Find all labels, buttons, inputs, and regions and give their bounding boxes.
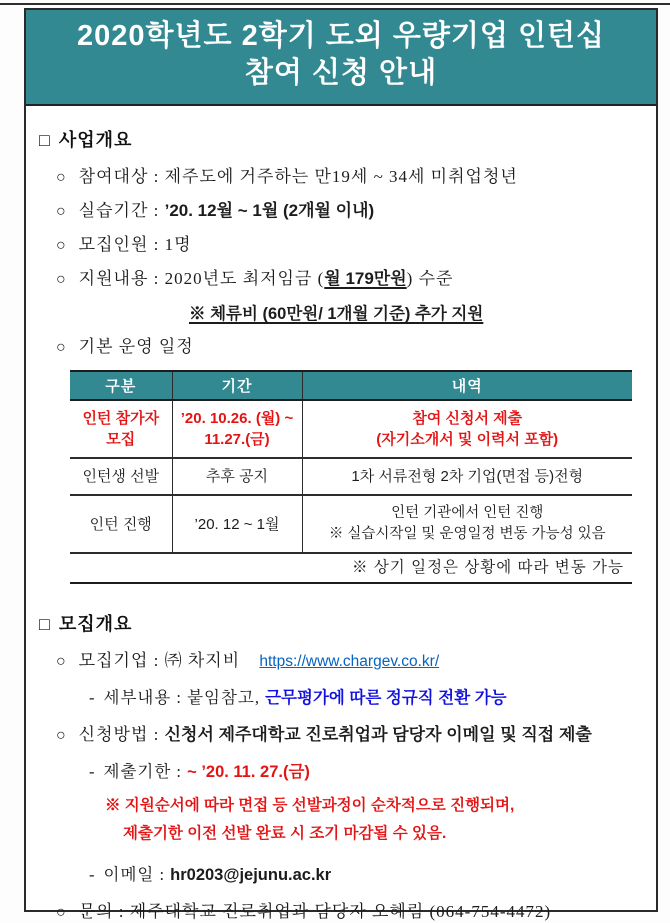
circle-bullet-icon: ○ — [56, 904, 67, 921]
period-value: ’20. 12월 ~ 1월 (2개월 이내) — [164, 201, 375, 220]
recruit-period-line1: ’20. 10.26. (월) ~ — [180, 410, 294, 427]
email-value: hr0203@jejunu.ac.kr — [170, 866, 332, 884]
company-value: ㈜ 차지비 — [164, 651, 241, 670]
contact-value: 제주대학교 진로취업과 담당자 오혜림 (064-754-4472) — [129, 902, 552, 921]
company-label: 모집기업 : — [78, 651, 160, 670]
cell-selection-detail: 1차 서류전형 2차 기업(면접 등)전형 — [302, 458, 632, 495]
header-category: 구분 — [70, 371, 172, 400]
header-period: 기간 — [172, 371, 302, 400]
circle-bullet-icon: ○ — [56, 339, 67, 356]
apply-warning-line1: ※ 지원순서에 따라 면접 등 선발과정이 순차적으로 진행되며, — [105, 797, 515, 814]
headcount-label: 모집인원 : — [78, 235, 160, 254]
recruit-category-line1: 인턴 참가자 — [82, 410, 160, 427]
circle-bullet-icon: ○ — [56, 727, 67, 744]
email-label: 이메일 : — [103, 865, 166, 884]
cell-internship-category: 인턴 진행 — [70, 495, 172, 553]
schedule-table — [70, 370, 632, 584]
cell-recruit-category — [70, 400, 172, 458]
table-row-selection — [70, 458, 632, 495]
support-label: 지원내용 : — [78, 269, 160, 288]
circle-bullet-icon: ○ — [56, 237, 67, 254]
support-pre: 2020년도 최저임금 ( — [164, 269, 325, 288]
circle-bullet-icon: ○ — [56, 203, 67, 220]
recruit-heading-text: 모집개요 — [58, 614, 133, 634]
detail-label: 세부내용 : — [103, 688, 182, 707]
document-frame — [24, 8, 658, 921]
deadline-value: ~ ’20. 11. 27.(금) — [187, 763, 310, 781]
overview-period-line — [56, 200, 642, 222]
circle-bullet-icon: ○ — [56, 169, 67, 186]
circle-bullet-icon: ○ — [56, 653, 67, 670]
cell-selection-period: 추후 공지 — [172, 458, 302, 495]
section-heading-recruit — [39, 610, 642, 636]
dash-bullet-icon: - — [89, 865, 96, 884]
cell-selection-category: 인턴생 선발 — [70, 458, 172, 495]
table-row-recruit — [70, 400, 632, 458]
document-body — [26, 106, 656, 923]
page-top-rule — [0, 3, 670, 5]
overview-schedule-line — [56, 336, 642, 358]
square-bullet-icon: □ — [39, 614, 51, 634]
support-highlight: 월 179만원 — [324, 269, 407, 288]
recruit-detail-line2: (자기소개서 및 이력서 포함) — [376, 431, 559, 448]
recruit-detail-line — [89, 684, 642, 708]
title-line-2: 참여 신청 안내 — [244, 57, 438, 89]
table-footnote-row — [70, 553, 632, 583]
cell-internship-period: ’20. 12 ~ 1월 — [172, 495, 302, 553]
header-detail: 내역 — [302, 371, 632, 400]
overview-headcount-line — [56, 234, 642, 256]
apply-warning-line2: 제출기한 이전 선발 완료 시 조기 마감될 수 있음. — [123, 825, 447, 842]
recruit-deadline-line — [89, 758, 642, 782]
overview-heading-text: 사업개요 — [58, 130, 133, 150]
overview-target-line — [56, 166, 642, 188]
period-label: 실습기간 : — [78, 201, 160, 220]
recruit-apply-line — [56, 724, 642, 746]
company-website-link[interactable]: https://www.chargev.co.kr/ — [259, 653, 440, 670]
recruit-company-line — [56, 650, 642, 672]
recruit-detail-line1: 참여 신청서 제출 — [412, 410, 523, 427]
dash-bullet-icon: - — [89, 762, 96, 781]
schedule-table-header-row — [70, 371, 632, 400]
table-row-internship — [70, 495, 632, 553]
internship-detail-line1: 인턴 기관에서 인턴 진행 — [391, 505, 544, 521]
section-heading-overview — [39, 126, 642, 152]
overview-support-line — [56, 268, 642, 290]
recruit-period-line2: 11.27.(금) — [204, 431, 270, 448]
apply-label: 신청방법 : — [78, 725, 160, 744]
target-value: 제주도에 거주하는 만19세 ~ 34세 미취업청년 — [164, 167, 518, 186]
contact-label: 문의 : — [78, 902, 125, 921]
title-banner — [26, 10, 656, 106]
dash-bullet-icon: - — [89, 688, 96, 707]
recruit-email-line — [89, 861, 642, 885]
cell-recruit-detail — [302, 400, 632, 458]
table-footnote: ※ 상기 일정은 상황에 따라 변동 가능 — [70, 553, 632, 583]
cell-recruit-period — [172, 400, 302, 458]
apply-value: 신청서 제주대학교 진로취업과 담당자 이메일 및 직접 제출 — [164, 725, 592, 744]
detail-pre: 붙임참고, — [187, 688, 260, 707]
headcount-value: 1명 — [164, 235, 192, 254]
title-line-1: 2020학년도 2학기 도외 우량기업 인턴십 — [76, 20, 606, 52]
support-post: ) 수준 — [406, 269, 454, 288]
support-note: ※ 체류비 (60만원/ 1개월 기준) 추가 지원 — [189, 305, 484, 323]
deadline-label: 제출기한 : — [103, 762, 182, 781]
schedule-label: 기본 운영 일정 — [78, 337, 194, 356]
recruit-category-line2: 모집 — [106, 431, 136, 448]
circle-bullet-icon: ○ — [56, 271, 67, 288]
cell-internship-detail — [302, 495, 632, 553]
internship-detail-line2: ※ 실습시작일 및 운영일정 변동 가능성 있음 — [328, 526, 606, 542]
recruit-contact-line — [56, 901, 642, 923]
target-label: 참여대상 : — [78, 167, 160, 186]
detail-highlight: 근무평가에 따른 정규직 전환 가능 — [265, 689, 507, 707]
square-bullet-icon: □ — [39, 130, 51, 150]
